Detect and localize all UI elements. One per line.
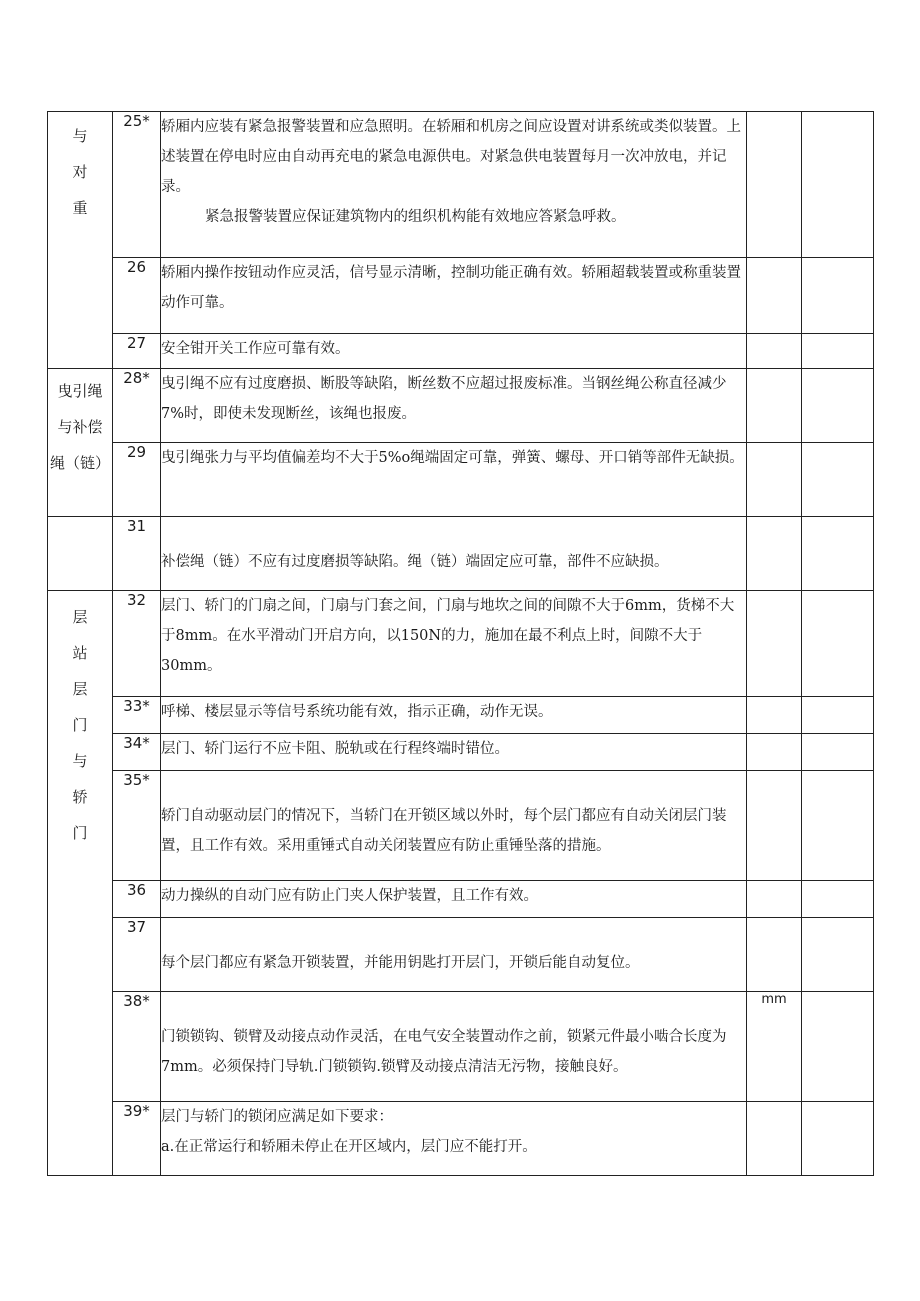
item-requirement [161,443,747,517]
table-row [48,734,874,771]
category-char: 轿 [72,788,88,806]
spacer [161,517,746,547]
result-cell [747,1102,802,1176]
item-number: 32 [113,591,161,697]
spacer [161,918,746,948]
category-ropes [48,369,113,517]
category-char: 与补偿 [57,418,103,436]
table-row [48,918,874,992]
remark-cell [802,443,874,517]
requirement-text: 每个层门都应有紧急开锁装置，并能用钥匙打开层门，开锁后能自动复位。 [161,955,640,971]
item-number: 31 [113,517,161,591]
remark-cell [802,881,874,918]
remark-cell [802,591,874,697]
category-char: 门 [72,716,88,734]
item-number: 29 [113,443,161,517]
item-number: 33* [113,697,161,734]
item-number: 34* [113,734,161,771]
remark-cell [802,334,874,369]
table-row [48,697,874,734]
category-char: 站 [72,644,88,662]
table-row [48,443,874,517]
category-char: 曳引绳 [57,382,103,400]
category-car-counterweight [48,112,113,369]
category-doors [48,591,113,1176]
item-requirement [161,771,747,881]
remark-cell [802,369,874,443]
item-number: 26 [113,258,161,334]
requirement-text: 曳引绳张力与平均值偏差均不大于5%o绳端固定可靠，弹簧、螺母、开口销等部件无缺损。 [161,450,744,466]
requirement-text: 轿厢内应装有紧急报警装置和应急照明。在轿厢和机房之间应设置对讲系统或类似装置。上述装置在停电时应由自动再充电的紧急电源供电。对紧急供电装置每月一次冲放电，并记录。 [161,119,741,195]
category-char: 层 [72,608,88,626]
remark-cell [802,1102,874,1176]
item-requirement [161,369,747,443]
item-requirement [161,697,747,734]
table-row [48,591,874,697]
category-ropes-cont [48,517,113,591]
requirement-text: 层门、轿门运行不应卡阻、脱轨或在行程终端时错位。 [161,741,509,757]
table-row [48,369,874,443]
item-requirement [161,591,747,697]
result-cell [747,697,802,734]
result-cell [747,734,802,771]
inspection-table [47,111,874,1176]
table-row [48,771,874,881]
requirement-text: 紧急报警装置应保证建筑物内的组织机构能有效地应答紧急呼救。 [205,209,626,225]
remark-cell [802,734,874,771]
remark-cell [802,918,874,992]
table-row [48,992,874,1102]
item-number: 35* [113,771,161,881]
item-number: 25* [113,112,161,258]
spacer [161,771,746,801]
category-char: 与 [72,127,88,145]
requirement-text: 呼梯、楼层显示等信号系统功能有效，指示正确，动作无误。 [161,704,553,720]
result-cell [747,591,802,697]
category-char: 重 [72,199,88,217]
remark-cell [802,697,874,734]
remark-cell [802,517,874,591]
result-cell [747,258,802,334]
remark-cell [802,992,874,1102]
result-cell [747,517,802,591]
item-number: 28* [113,369,161,443]
result-cell [747,881,802,918]
category-char: 对 [72,163,88,181]
result-unit: mm [747,992,802,1102]
requirement-text: 安全钳开关工作应可靠有效。 [161,341,350,357]
spacer [161,992,746,1022]
requirement-text: 轿厢内操作按钮动作应灵活，信号显示清晰，控制功能正确有效。轿厢超载装置或称重装置动作可靠。 [161,265,741,311]
result-cell [747,918,802,992]
requirement-text: 轿门自动驱动层门的情况下，当轿门在开锁区域以外时，每个层门都应有自动关闭层门装置，且工作有效。采用重锤式自动关闭装置应有防止重锤坠落的措施。 [161,808,727,854]
item-requirement [161,334,747,369]
requirement-text: 曳引绳不应有过度磨损、断股等缺陷，断丝数不应超过报废标准。当钢丝绳公称直径减少7%时，即使未发现断丝，该绳也报废。 [161,376,727,422]
requirement-text: 补偿绳（链）不应有过度磨损等缺陷。绳（链）端固定应可靠，部件不应缺损。 [161,554,669,570]
table-row [48,112,874,258]
result-cell [747,369,802,443]
item-number: 37 [113,918,161,992]
table-row [48,517,874,591]
item-requirement [161,112,747,258]
item-requirement [161,517,747,591]
remark-cell [802,771,874,881]
remark-cell [802,258,874,334]
requirement-text: 层门、轿门的门扇之间，门扇与门套之间，门扇与地坎之间的间隙不大于6mm，货梯不大于8mm。在水平滑动门开启方向，以150N的力，施加在最不利点上时，间隙不大于30mm。 [161,598,735,674]
table-row [48,1102,874,1176]
item-requirement [161,734,747,771]
requirement-text: 层门与轿门的锁闭应满足如下要求： [161,1109,393,1125]
item-number: 36 [113,881,161,918]
requirement-text: 门锁锁钩、锁臂及动接点动作灵活，在电气安全装置动作之前，锁紧元件最小啮合长度为7mm。必须保持门导轨.门锁锁钩.锁臂及动接点清洁无污物，接触良好。 [161,1029,727,1075]
requirement-text: 动力操纵的自动门应有防止门夹人保护装置，且工作有效。 [161,888,538,904]
category-char: 与 [72,752,88,770]
item-requirement [161,1102,747,1176]
table-row [48,334,874,369]
remark-cell [802,112,874,258]
category-char: 层 [72,680,88,698]
result-cell [747,334,802,369]
item-number: 39* [113,1102,161,1176]
item-number: 27 [113,334,161,369]
table-row [48,881,874,918]
item-requirement [161,992,747,1102]
table-row [48,258,874,334]
result-cell [747,771,802,881]
requirement-text: a.在正常运行和轿厢未停止在开区域内，层门应不能打开。 [161,1139,537,1155]
item-requirement [161,918,747,992]
result-cell [747,112,802,258]
item-requirement [161,258,747,334]
item-number: 38* [113,992,161,1102]
item-requirement [161,881,747,918]
category-char: 绳（链） [49,454,110,472]
result-cell [747,443,802,517]
category-char: 门 [72,824,88,842]
